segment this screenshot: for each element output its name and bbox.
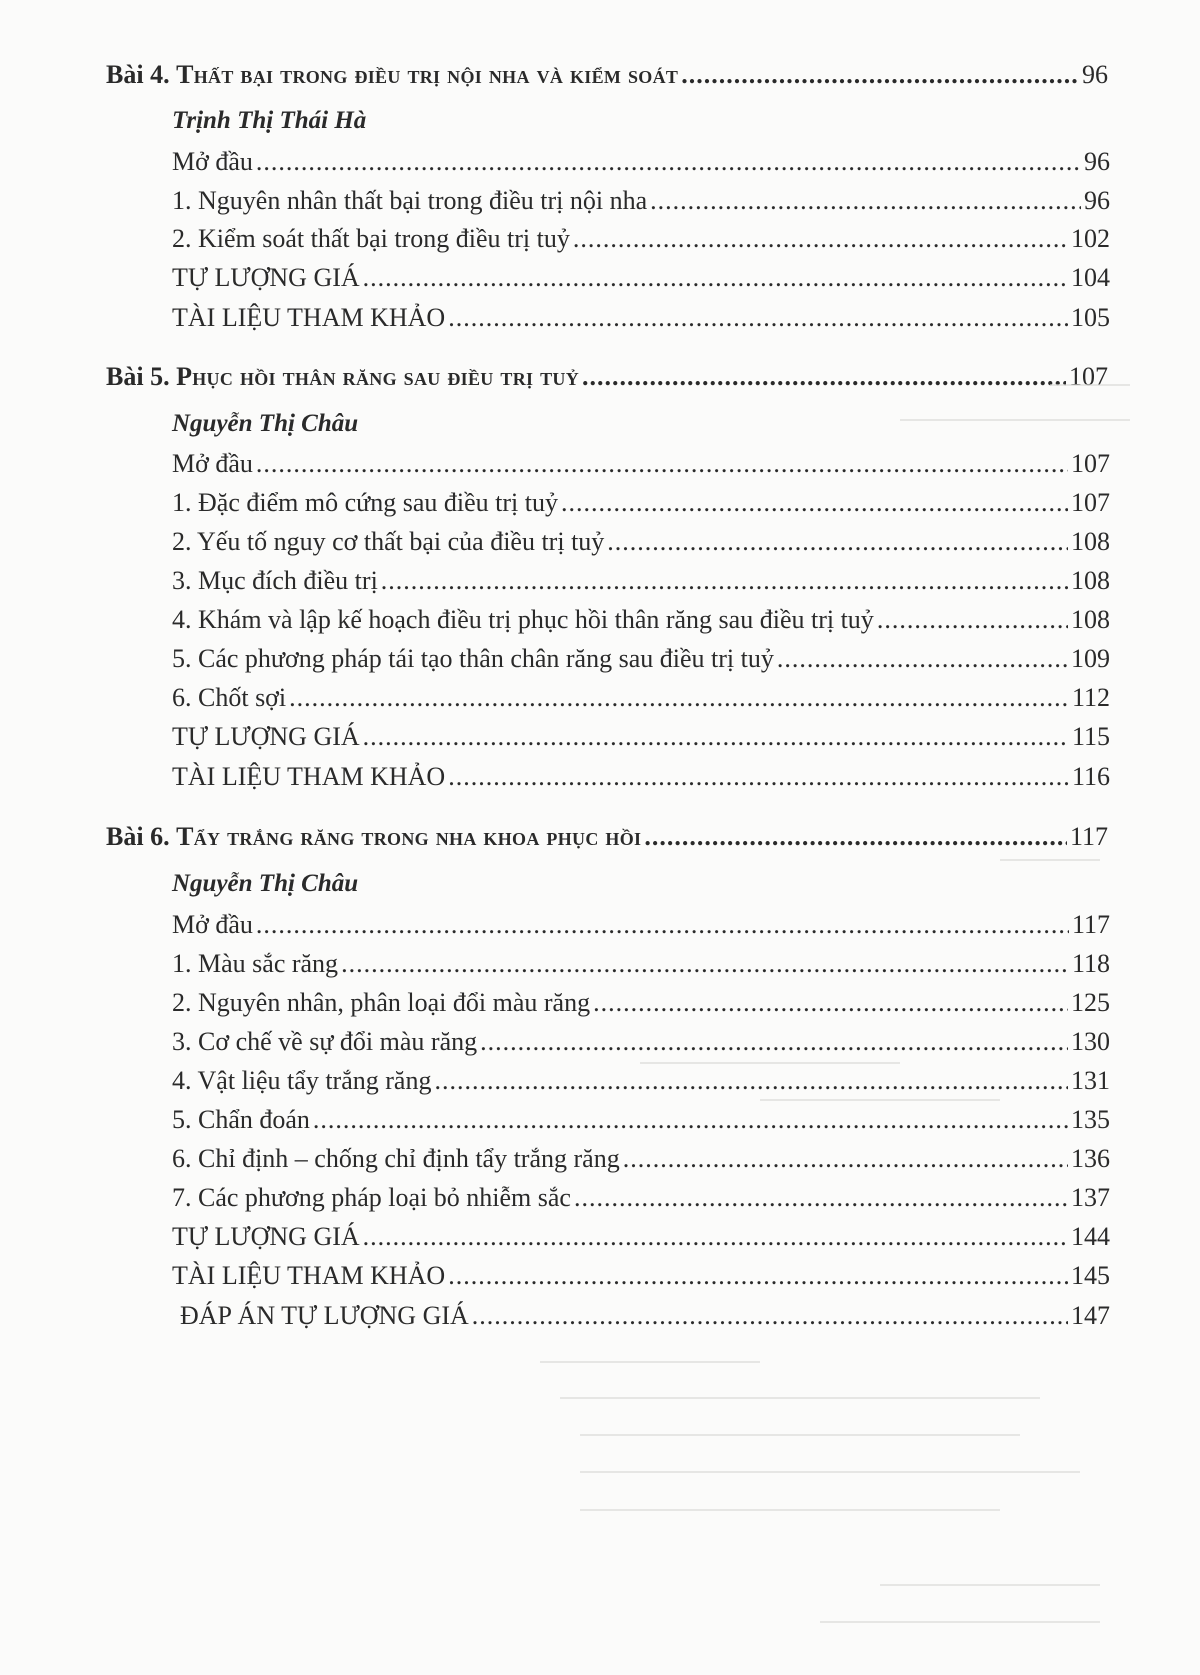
- chapter-title: Thất bại trong điều trị nội nha và kiểm soát: [176, 60, 679, 89]
- dot-leader: [480, 1025, 1068, 1059]
- page-number: 96: [1084, 186, 1110, 215]
- dot-leader: [582, 360, 1066, 394]
- dot-leader: [681, 58, 1079, 92]
- entry-label: Mở đầu: [172, 449, 253, 478]
- entry-label: 7. Các phương pháp loại bỏ nhiễm sắc: [172, 1183, 571, 1212]
- dot-leader: [607, 525, 1068, 559]
- dot-leader: [593, 986, 1068, 1020]
- dot-leader: [448, 760, 1069, 794]
- toc-entry[interactable]: [172, 564, 1110, 598]
- page-number: 108: [1071, 566, 1110, 595]
- page-number: 104: [1071, 263, 1110, 292]
- toc-entry[interactable]: [172, 222, 1110, 256]
- page-number: 109: [1071, 644, 1110, 673]
- dot-leader: [623, 1142, 1068, 1176]
- toc-entry[interactable]: [172, 1025, 1110, 1059]
- entry-label: 2. Kiểm soát thất bại trong điều trị tuỷ: [172, 224, 570, 253]
- entry-label: TỰ LƯỢNG GIÁ: [172, 722, 360, 751]
- chapter-title: Phục hồi thân răng sau điều trị tuỷ: [176, 362, 579, 391]
- page-number: 125: [1071, 988, 1110, 1017]
- toc-entry[interactable]: [172, 603, 1110, 637]
- page-number: 117: [1069, 822, 1108, 851]
- entry-label: Mở đầu: [172, 910, 253, 939]
- dot-leader: [561, 486, 1068, 520]
- toc-entry[interactable]: [172, 760, 1110, 794]
- page-number: 112: [1071, 683, 1110, 712]
- page-number: 147: [1071, 1301, 1110, 1330]
- dot-leader: [644, 820, 1067, 854]
- toc-entry[interactable]: [172, 986, 1110, 1020]
- toc-entry[interactable]: [172, 908, 1110, 942]
- chapter-author: Trịnh Thị Thái Hà: [172, 107, 367, 134]
- entry-label: 2. Yếu tố nguy cơ thất bại của điều trị tuỷ: [172, 527, 605, 556]
- dot-leader: [256, 908, 1069, 942]
- dot-leader: [777, 642, 1068, 676]
- chapter-heading-6[interactable]: [106, 820, 1108, 854]
- page-number: 136: [1071, 1144, 1110, 1173]
- toc-entry[interactable]: [172, 720, 1110, 754]
- toc-entry[interactable]: [180, 1299, 1110, 1333]
- toc-entry[interactable]: [172, 1142, 1110, 1176]
- dot-leader: [341, 947, 1069, 981]
- page-number: 107: [1069, 362, 1108, 391]
- entry-label: TỰ LƯỢNG GIÁ: [172, 263, 360, 292]
- page-number: 108: [1071, 605, 1110, 634]
- dot-leader: [573, 222, 1068, 256]
- dot-leader: [256, 145, 1081, 179]
- entry-label: 4. Khám và lập kế hoạch điều trị phục hồi thân răng sau điều trị tuỷ: [172, 605, 874, 634]
- entry-label: 1. Nguyên nhân thất bại trong điều trị nội nha: [172, 186, 648, 215]
- entry-label: ĐÁP ÁN TỰ LƯỢNG GIÁ: [180, 1301, 469, 1330]
- dot-leader: [574, 1181, 1068, 1215]
- page-number: 102: [1071, 224, 1110, 253]
- entry-label: 3. Mục đích điều trị: [172, 566, 378, 595]
- page-number: 145: [1071, 1261, 1110, 1290]
- dot-leader: [363, 261, 1068, 295]
- entry-label: 4. Vật liệu tẩy trắng răng: [172, 1066, 432, 1095]
- toc-entry[interactable]: [172, 261, 1110, 295]
- dot-leader: [877, 603, 1068, 637]
- page-number: 144: [1071, 1222, 1110, 1251]
- page-number: 116: [1071, 762, 1110, 791]
- toc-entry[interactable]: [172, 1259, 1110, 1293]
- chapter-author: Nguyễn Thị Châu: [172, 870, 359, 897]
- chapter-number: Bài 6.: [106, 822, 170, 851]
- entry-label: Mở đầu: [172, 147, 253, 176]
- page-number: 96: [1084, 147, 1110, 176]
- toc-entry[interactable]: [172, 447, 1110, 481]
- toc-entry[interactable]: [172, 525, 1110, 559]
- page-number: 131: [1071, 1066, 1110, 1095]
- entry-label: 3. Cơ chế về sự đổi màu răng: [172, 1027, 478, 1056]
- page-number: 105: [1071, 303, 1110, 332]
- dot-leader: [650, 184, 1081, 218]
- page-number: 96: [1082, 60, 1108, 89]
- dot-leader: [448, 301, 1068, 335]
- toc-entry[interactable]: [172, 184, 1110, 218]
- entry-label: 1. Màu sắc răng: [172, 949, 339, 978]
- entry-label: 6. Chốt sợi: [172, 683, 287, 712]
- entry-label: TÀI LIỆU THAM KHẢO: [172, 1261, 446, 1290]
- entry-label: 2. Nguyên nhân, phân loại đổi màu răng: [172, 988, 591, 1017]
- page-number: 117: [1071, 910, 1110, 939]
- chapter-heading-5[interactable]: [106, 360, 1108, 394]
- toc-entry[interactable]: [172, 301, 1110, 335]
- entry-label: 5. Các phương pháp tái tạo thân chân răng sau điều trị tuỷ: [172, 644, 774, 673]
- entry-label: 5. Chẩn đoán: [172, 1105, 310, 1134]
- dot-leader: [363, 720, 1069, 754]
- page-number: 107: [1071, 488, 1110, 517]
- dot-leader: [313, 1103, 1068, 1137]
- entry-label: TÀI LIỆU THAM KHẢO: [172, 762, 446, 791]
- dot-leader: [363, 1220, 1068, 1254]
- entry-label: TÀI LIỆU THAM KHẢO: [172, 303, 446, 332]
- dot-leader: [381, 564, 1068, 598]
- page-number: 118: [1071, 949, 1110, 978]
- toc-entry[interactable]: [172, 1064, 1110, 1098]
- toc-entry[interactable]: [172, 1181, 1110, 1215]
- toc-entry[interactable]: [172, 947, 1110, 981]
- chapter-author: Nguyễn Thị Châu: [172, 410, 359, 437]
- dot-leader: [472, 1299, 1068, 1333]
- toc-entry[interactable]: [172, 642, 1110, 676]
- page-number: 108: [1071, 527, 1110, 556]
- entry-label: 6. Chỉ định – chống chỉ định tẩy trắng răng: [172, 1144, 620, 1173]
- page-number: 137: [1071, 1183, 1110, 1212]
- page-number: 130: [1071, 1027, 1110, 1056]
- page-number: 115: [1071, 722, 1110, 751]
- chapter-title: Tẩy trắng răng trong nha khoa phục hồi: [176, 822, 642, 851]
- chapter-number: Bài 4.: [106, 60, 170, 89]
- toc-entry[interactable]: [172, 145, 1110, 179]
- toc-entry[interactable]: [172, 1103, 1110, 1137]
- dot-leader: [434, 1064, 1068, 1098]
- entry-label: 1. Đặc điểm mô cứng sau điều trị tuỷ: [172, 488, 558, 517]
- page-number: 107: [1071, 449, 1110, 478]
- toc-entry[interactable]: [172, 681, 1110, 715]
- page-number: 135: [1071, 1105, 1110, 1134]
- entry-label: TỰ LƯỢNG GIÁ: [172, 1222, 360, 1251]
- toc-entry[interactable]: [172, 1220, 1110, 1254]
- dot-leader: [256, 447, 1068, 481]
- dot-leader: [448, 1259, 1068, 1293]
- toc-entry[interactable]: [172, 486, 1110, 520]
- chapter-heading-4[interactable]: [106, 58, 1108, 92]
- chapter-number: Bài 5.: [106, 362, 170, 391]
- dot-leader: [289, 681, 1069, 715]
